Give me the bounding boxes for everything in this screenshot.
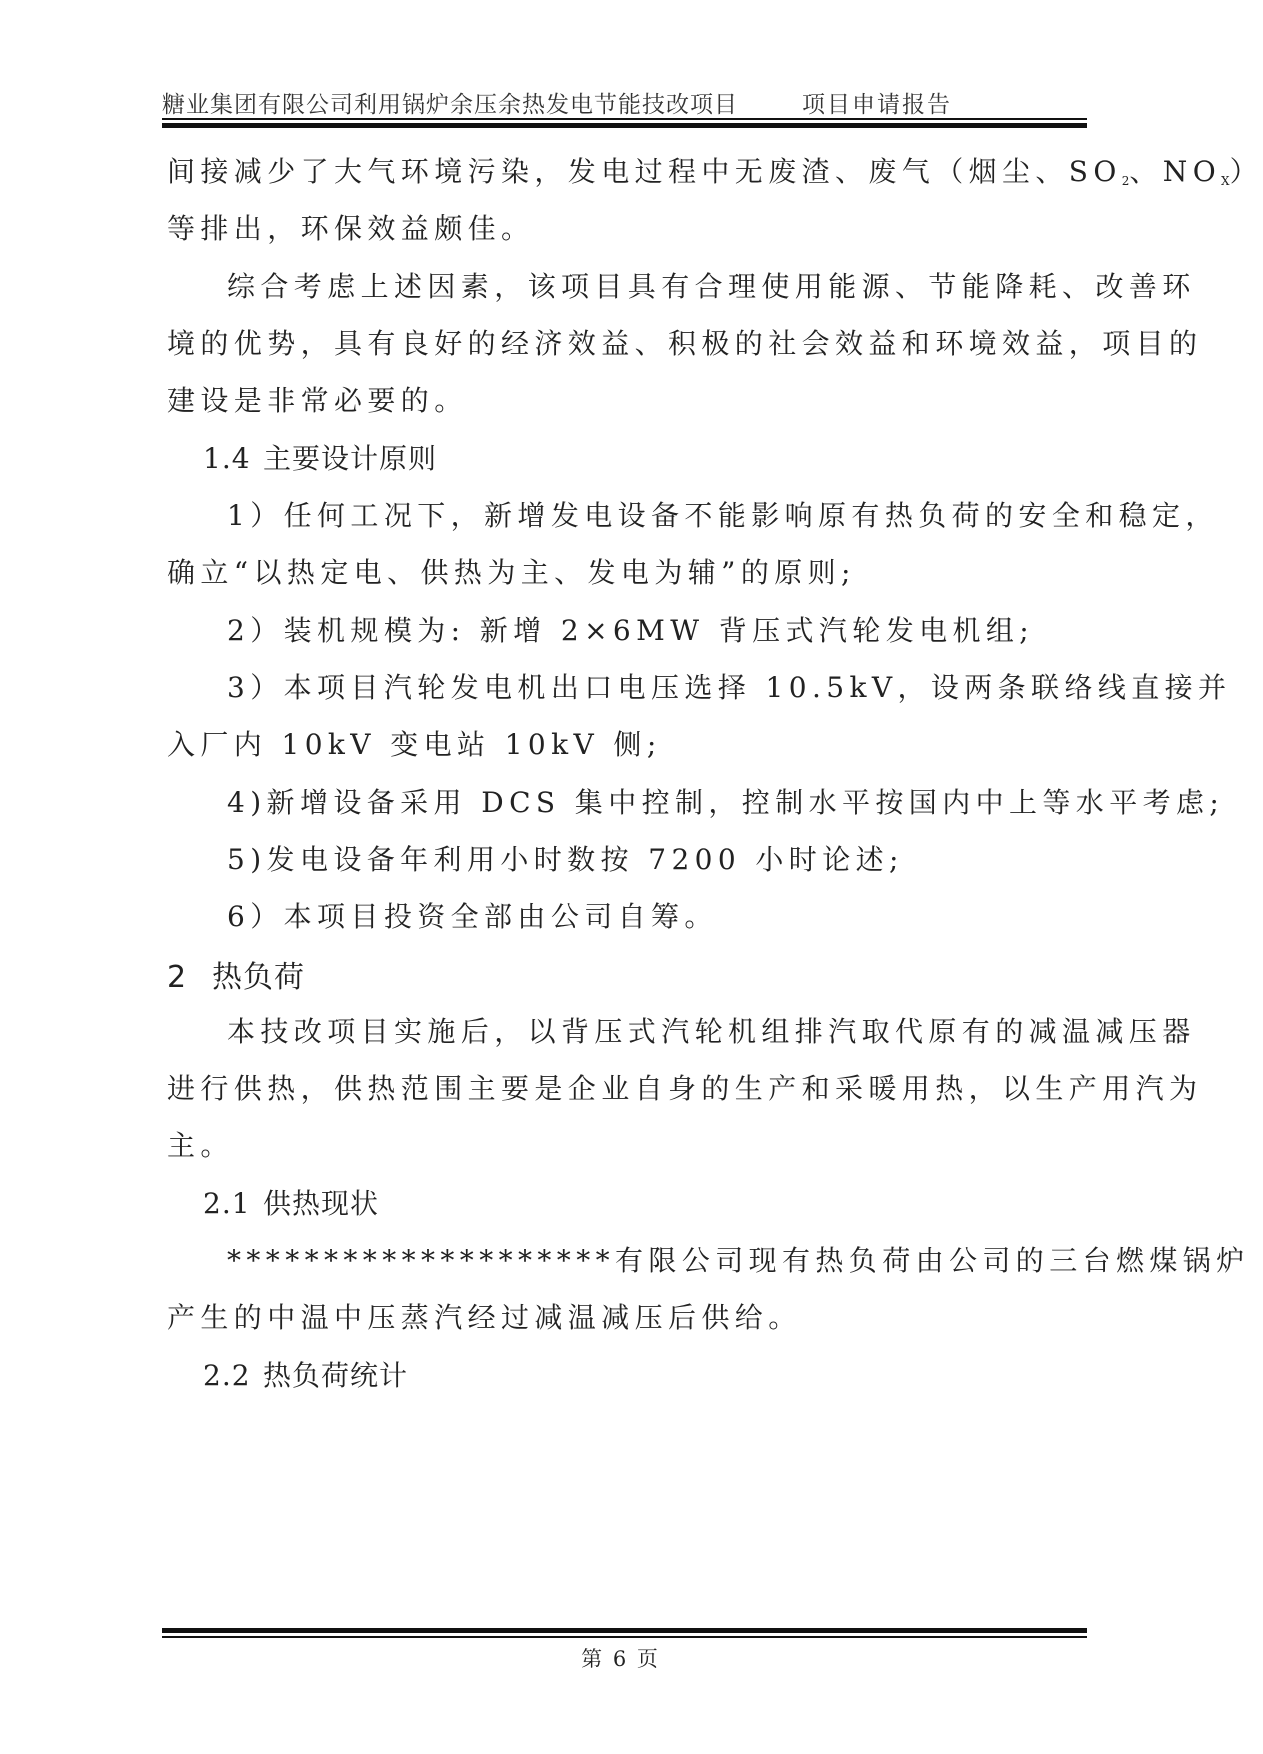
section-heading-2	[167, 952, 305, 996]
list-item-line: 2）装机规模为: 新增 2×6MW 背压式汽轮发电机组;	[227, 614, 1035, 647]
header-title: 糖业集团有限公司利用锅炉余压余热发电节能技改项目	[162, 92, 738, 118]
list-item-line: 确立“以热定电、供热为主、发电为辅”的原则;	[167, 556, 856, 589]
text-span: 、NO	[1129, 155, 1222, 188]
paragraph-line: 等排出，环保效益颇佳。	[167, 212, 535, 245]
header-rule-thin	[162, 118, 1087, 120]
section-title: 供热现状	[263, 1187, 380, 1220]
paragraph-line: 产生的中温中压蒸汽经过减温减压后供给。	[167, 1301, 802, 1334]
page-number: 第 6 页	[581, 1647, 660, 1671]
paragraph-line: 境的优势，具有良好的经济效益、积极的社会效益和环境效益，项目的	[167, 327, 1203, 360]
text-span: ）	[1229, 155, 1263, 188]
footer-rule-thick	[162, 1628, 1087, 1633]
section-title: 主要设计原则	[263, 442, 438, 475]
section-number: 1.4	[203, 442, 251, 475]
section-heading-2-1	[203, 1182, 379, 1222]
header-rule-thick	[162, 123, 1087, 128]
paragraph-line: 建设是非常必要的。	[167, 384, 468, 417]
list-item-line: 5)发电设备年利用小时数按 7200 小时论述;	[227, 843, 904, 876]
list-item-line: 4)新增设备采用 DCS 集中控制，控制水平按国内中上等水平考虑;	[227, 786, 1225, 819]
page-header	[162, 86, 1087, 122]
section-title: 热负荷	[212, 960, 305, 995]
list-item-line: 入厂内 10kV 变电站 10kV 侧;	[167, 728, 662, 761]
list-item-line: 6）本项目投资全部由公司自筹。	[227, 900, 718, 933]
paragraph-line: 综合考虑上述因素，该项目具有合理使用能源、节能降耗、改善环	[227, 270, 1196, 303]
section-number: 2.2	[203, 1359, 251, 1392]
section-heading-1-4	[203, 437, 437, 477]
footer-rule-thin	[162, 1636, 1087, 1638]
subscript: X	[1221, 174, 1230, 188]
list-item-line: 1）任何工况下，新增发电设备不能影响原有热负荷的安全和稳定，	[227, 499, 1219, 532]
section-number: 2.1	[203, 1187, 251, 1220]
paragraph-line: 本技改项目实施后，以背压式汽轮机组排汽取代原有的减温减压器	[227, 1015, 1196, 1048]
paragraph-line: 主。	[167, 1129, 234, 1162]
header-doc-type: 项目申请报告	[802, 92, 952, 118]
text-span: 间接减少了大气环境污染，发电过程中无废渣、废气（烟尘、SO	[167, 155, 1122, 188]
section-heading-2-2	[203, 1354, 408, 1394]
subscript: 2	[1121, 174, 1130, 188]
section-title: 热负荷统计	[263, 1359, 409, 1392]
paragraph-line: ********************有限公司现有热负荷由公司的三台燃煤锅炉	[227, 1244, 1250, 1277]
paragraph-line	[167, 150, 1263, 190]
list-item-line: 3）本项目汽轮发电机出口电压选择 10.5kV，设两条联络线直接并	[227, 671, 1232, 704]
paragraph-line: 进行供热，供热范围主要是企业自身的生产和采暖用热，以生产用汽为	[167, 1072, 1203, 1105]
section-number: 2	[167, 960, 188, 995]
